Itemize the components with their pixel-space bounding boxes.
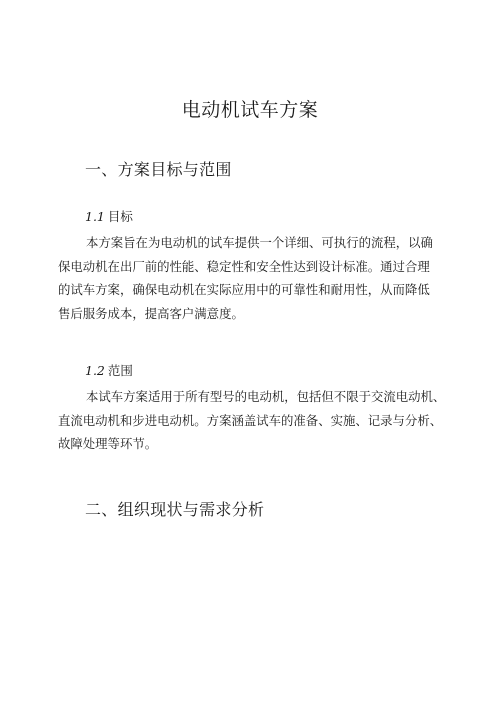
subsection-heading-goal xyxy=(85,207,133,227)
paragraph-line: 保电动机在出厂前的性能、稳定性和安全性达到设计标准。通过合理 xyxy=(58,258,430,274)
subsection-number: 1.1 xyxy=(85,209,105,224)
section-heading-status-needs: 二、组织现状与需求分析 xyxy=(85,500,265,519)
paragraph-line: 故障处理等环节。 xyxy=(58,436,158,451)
paragraph-line: 本试车方案适用于所有型号的电动机，包括但不限于交流电动机、 xyxy=(86,389,446,404)
paragraph-line: 售后服务成本，提高客户满意度。 xyxy=(58,305,244,321)
paragraph-line: 直流电动机和步进电动机。方案涵盖试车的准备、实施、记录与分析、 xyxy=(58,412,443,428)
subsection-heading-scope xyxy=(85,361,133,381)
section-heading-goals-scope: 一、方案目标与范围 xyxy=(85,160,232,179)
subsection-number: 1.2 xyxy=(85,363,105,378)
subsection-title: 范围 xyxy=(107,363,133,378)
paragraph-line: 本方案旨在为电动机的试车提供一个详细、可执行的流程，以确 xyxy=(86,235,433,250)
subsection-title: 目标 xyxy=(107,209,133,224)
paragraph-line: 的试车方案，确保电动机在实际应用中的可靠性和耐用性，从而降低 xyxy=(58,282,430,297)
scope-paragraph xyxy=(58,385,446,456)
goal-paragraph xyxy=(58,231,446,325)
document-title: 电动机试车方案 xyxy=(181,99,319,121)
